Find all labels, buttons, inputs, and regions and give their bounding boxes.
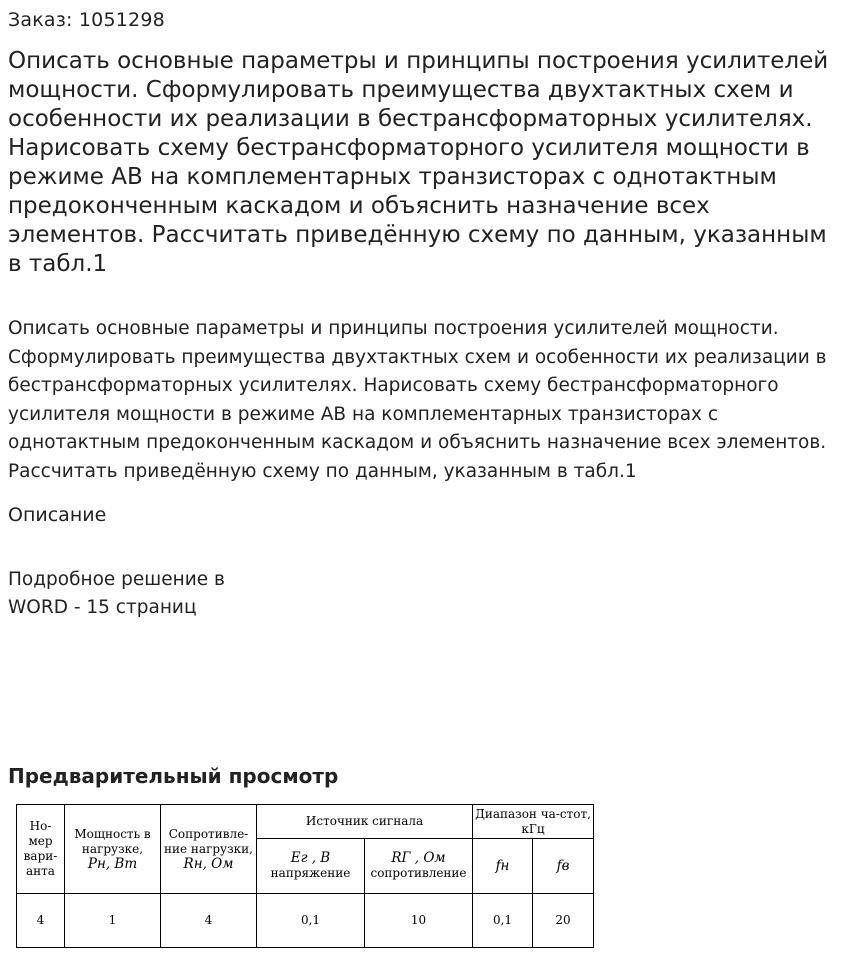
header-source-voltage	[257, 839, 365, 894]
cell-freq-low: 0,1	[473, 894, 533, 948]
preview-heading: Предварительный просмотр	[8, 764, 339, 788]
description-label: Описание	[8, 504, 107, 526]
cell-freq-high: 20	[533, 894, 594, 948]
cell-source-voltage: 0,1	[257, 894, 365, 948]
cell-load-resistance: 4	[161, 894, 257, 948]
description-line-2: WORD - 15 страниц	[8, 597, 197, 618]
cell-variant: 4	[17, 894, 65, 948]
description-line-1: Подробное решение в	[8, 569, 225, 590]
header-load-power-label: Мощность в нагрузке,	[74, 826, 151, 856]
header-freq-low-symbol: fн	[495, 857, 510, 874]
task-summary: Описать основные параметры и принципы построения усилителей мощности. Сформулировать преимущества двухтактных схем и особенности их реализации в бестрансформаторных усилителях. Нарисовать схему бестрансформаторного усилителя мощности в режиме АВ на комплементарных транзисторах с однотактным предоконченным каскадом и объяснить назначение всех элементов. Рассчитать приведённую схему по данным, указанным в табл.1	[8, 318, 827, 482]
header-source-resistance-symbol: RГ , Ом	[391, 850, 446, 866]
parameters-table	[16, 804, 594, 948]
order-number: Заказ: 1051298	[8, 9, 165, 31]
header-load-resistance	[161, 805, 257, 894]
table-row	[17, 894, 594, 948]
header-freq-low	[473, 839, 533, 894]
cell-load-power: 1	[65, 894, 161, 948]
header-load-resistance-symbol: Rн, Ом	[183, 855, 234, 872]
header-freq-high-symbol: fв	[556, 857, 570, 874]
header-load-resistance-label: Сопротивле-ние нагрузки,	[164, 826, 253, 856]
cell-source-resistance: 10	[365, 894, 473, 948]
header-freq-high	[533, 839, 594, 894]
header-source-voltage-desc: напряжение	[270, 866, 351, 880]
header-load-power	[65, 805, 161, 894]
header-source-resistance-desc: сопротивление	[370, 866, 467, 880]
task-title: Описать основные параметры и принципы построения усилителей мощности. Сформулировать преимущества двухтактных схем и особенности их реализации в бестрансформаторных усилителях. Нарисовать схему бестрансформаторного усилителя мощности в режиме АВ на комплементарных транзисторах с однотактным предоконченным каскадом и объяснить назначение всех элементов. Рассчитать приведённую схему по данным, указанным в табл.1	[8, 48, 829, 277]
header-source-resistance	[365, 839, 473, 894]
header-load-power-symbol: Pн, Вт	[87, 855, 138, 872]
header-source-voltage-symbol: Eг , В	[290, 850, 331, 866]
header-variant: Но-мер вари-анта	[17, 805, 65, 894]
header-frequency-range: Диапазон ча-стот, кГц	[473, 805, 594, 839]
header-signal-source: Источник сигнала	[257, 805, 473, 839]
description-details	[8, 566, 225, 622]
